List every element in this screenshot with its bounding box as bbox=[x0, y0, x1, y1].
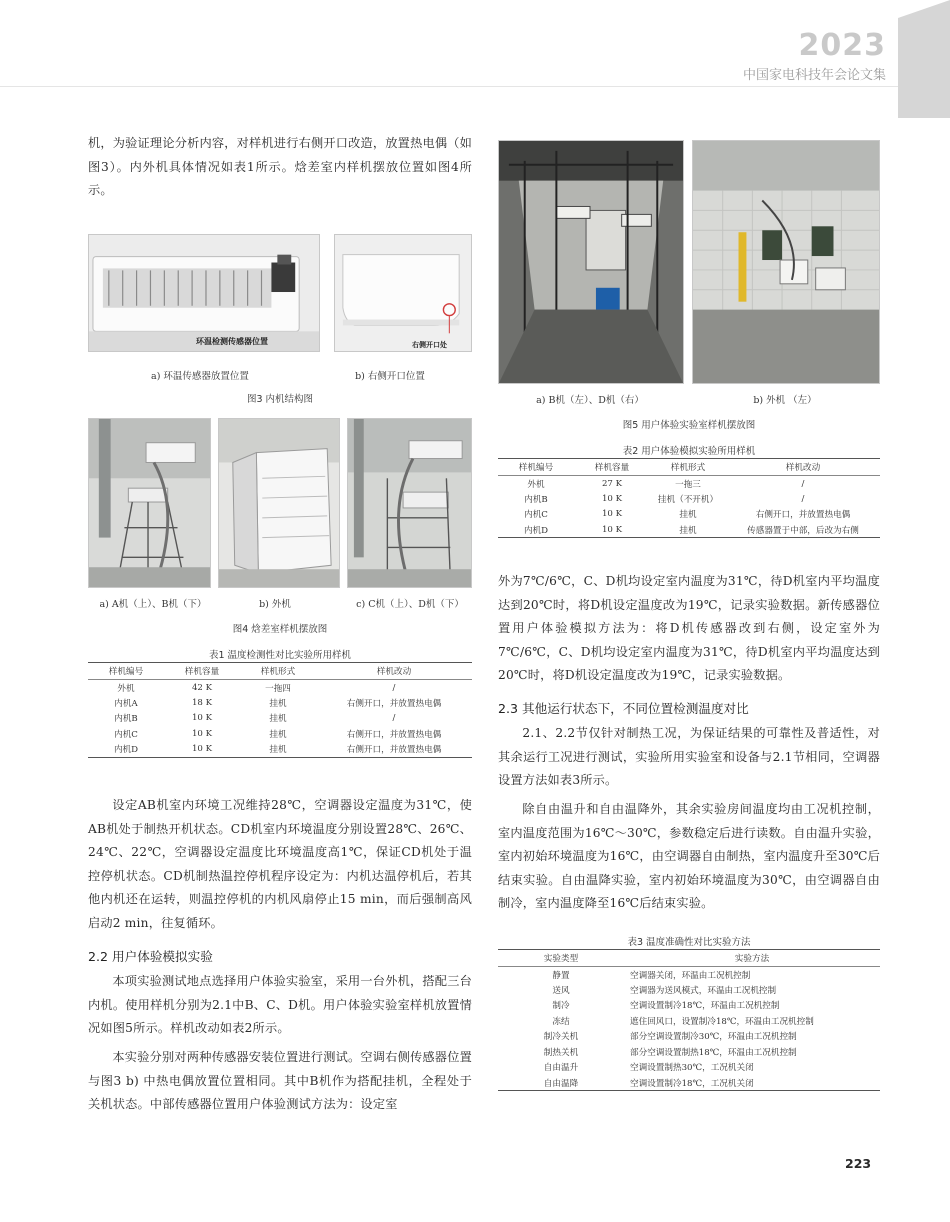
section-2-2-heading: 2.2 用户体验模拟实验 bbox=[88, 949, 213, 964]
left-paragraph-3: 本实验分别对两种传感器安装位置进行测试。空调右侧传感器位置与图3 b) 中热电偶放置位置相同。其中B机作为搭配挂机，全程处于关机状态。中部传感器位置用户体验测试方法为：设定室 bbox=[88, 1050, 472, 1111]
table3 bbox=[498, 949, 880, 1091]
table-row bbox=[498, 1060, 880, 1076]
table1-cell: 内机A bbox=[114, 698, 138, 709]
fig3a-annotation: 环温检测传感器位置 bbox=[196, 337, 268, 346]
table3-cell: 静置 bbox=[552, 970, 570, 981]
table3-cell: 空调器为送风模式，环温由工况机控制 bbox=[630, 985, 777, 996]
table2-cell: 右侧开口，并放置热电偶 bbox=[755, 510, 851, 521]
fig3a-photo bbox=[88, 234, 320, 352]
table1-cell: 10 K bbox=[164, 742, 240, 758]
table1-cell: 10 K bbox=[191, 713, 213, 724]
table3-cell: 遮住回风口，设置制冷18℃，环温由工况机控制 bbox=[630, 1016, 814, 1027]
fig5b-photo bbox=[692, 140, 880, 384]
table1-cell: 挂机 bbox=[269, 698, 287, 709]
table-row bbox=[498, 1029, 880, 1045]
table1-cell: 42 K bbox=[191, 682, 213, 693]
fig3-caption: 图3 内机结构图 bbox=[246, 394, 314, 405]
table1-cell: 内机C bbox=[114, 729, 138, 740]
table-row bbox=[498, 967, 880, 983]
right-paragraph-3: 除自由温升和自由温降外，其余实验房间温度均由工况机控制，室内温度范围为16℃～30℃，参数稳定后进行读数。自由温升实验，室内初始环境温度为16℃，由空调器自由制热，室内温度升至30℃后结束实验。自由温降实验，室内初始环境温度为30℃，由空调器自由制冷，室内温度降至16℃后结束实验。 bbox=[498, 802, 880, 910]
table-row bbox=[498, 998, 880, 1014]
fig5a-subcaption: a) B机（左）、D机（右） bbox=[536, 395, 644, 406]
table2-cell: 内机C bbox=[524, 510, 548, 521]
fig4c-subcaption: c) C机（上）、D机（下） bbox=[356, 599, 464, 610]
table2-header-cell: 样机编号 bbox=[498, 459, 574, 476]
page-corner-fold bbox=[898, 0, 950, 18]
table2-cell: 内机B bbox=[524, 494, 548, 505]
table-row bbox=[88, 680, 472, 696]
table2-cell: 内机D bbox=[498, 522, 574, 538]
table2-cell: 外机 bbox=[527, 479, 545, 490]
table1-cell: 18 K bbox=[191, 697, 213, 708]
table2-header-row bbox=[498, 459, 880, 476]
table3-cell: 制热关机 bbox=[543, 1047, 579, 1058]
fig3b-subcaption: b) 右侧开口位置 bbox=[355, 371, 425, 382]
table2-cell: 27 K bbox=[601, 478, 623, 489]
table1 bbox=[88, 662, 472, 758]
table1-caption: 表1 温度检测性对比实验所用样机 bbox=[208, 650, 352, 661]
header-divider bbox=[0, 86, 898, 87]
left-paragraph-2: 本项实验测试地点选择用户体验实验室，采用一台外机，搭配三台内机。使用样机分别为2.1中B、C、D机。用户体验实验室样机放置情况如图5所示。样机改动如表2所示。 bbox=[88, 974, 472, 1035]
fig3b-annotation: 右侧开口处 bbox=[412, 341, 447, 349]
table1-cell: 挂机 bbox=[269, 714, 287, 725]
table-row bbox=[498, 982, 880, 998]
table1-cell: 挂机 bbox=[269, 729, 287, 740]
table2-header-cell: 样机改动 bbox=[726, 459, 880, 476]
table-row bbox=[498, 1044, 880, 1060]
page-number: 223 bbox=[845, 1156, 872, 1171]
table-row bbox=[498, 507, 880, 523]
right-paragraph-2: 2.1、2.2节仅针对制热工况，为保证结果的可靠性及普适性，对其余运行工况进行测试，实验所用实验室和设备与2.1节相同，空调器设置方法如表3所示。 bbox=[498, 726, 880, 787]
table3-cell: 制冷 bbox=[552, 1001, 570, 1012]
table1-cell: 内机B bbox=[114, 714, 138, 725]
table2-cell: 10 K bbox=[601, 509, 623, 520]
fig4a-subcaption: a) A机（上）、B机（下） bbox=[99, 599, 207, 610]
table2-cell: / bbox=[801, 493, 805, 504]
right-paragraph-1: 外为7℃/6℃，C、D机均设定室内温度为31℃，待D机室内平均温度达到20℃时，将D机设定温度改为19℃，记录实验数据。新传感器位置用户体验模拟方法为：将D机传感器改到右侧，设定室外为7℃/6℃，C、D机均设定室内温度为31℃，待D机室内平均温度达到20℃时，将D机设定温度改为19℃，记录实验数据。 bbox=[498, 574, 880, 682]
fig3b-photo bbox=[334, 234, 472, 352]
table1-header-cell: 样机改动 bbox=[316, 663, 472, 680]
fig5a-photo bbox=[498, 140, 684, 384]
table2-cell: / bbox=[801, 478, 805, 489]
table-row bbox=[88, 742, 472, 758]
table2-cell: 一拖三 bbox=[675, 479, 701, 490]
fig5b-subcaption: b) 外机 （左） bbox=[753, 395, 817, 406]
table3-header-cell: 实验类型 bbox=[498, 950, 624, 967]
header-title: 中国家电科技年会论文集 bbox=[742, 68, 886, 83]
table3-header-cell: 实验方法 bbox=[624, 950, 880, 967]
table2 bbox=[498, 458, 880, 538]
header-year: 2023 bbox=[798, 28, 886, 63]
table1-header-cell: 样机形式 bbox=[240, 663, 316, 680]
section-2-3-heading: 2.3 其他运行状态下，不同位置检测温度对比 bbox=[498, 701, 749, 716]
table3-header-row bbox=[498, 950, 880, 967]
table1-cell: 右侧开口，并放置热电偶 bbox=[346, 729, 442, 740]
table3-cell: 送风 bbox=[552, 985, 570, 996]
left-paragraph-1: 设定AB机室内环境工况维持28℃，空调器设定温度为31℃，使AB机处于制热开机状态。CD机室内环境温度分别设置28℃、26℃、24℃、22℃，空调器设定温度比环境温度高1℃，保证CD机处于温控停机状态。CD机制热温控停机程序设定为：内机达温停机后，若其他内机还在运转，则温控停机的内机风扇停止15 min，而后强制高风启动2 min，往复循环。 bbox=[88, 798, 472, 930]
table1-cell: 一拖四 bbox=[265, 683, 291, 694]
table1-cell: 内机D bbox=[88, 742, 164, 758]
table2-cell: 挂机 bbox=[650, 522, 726, 538]
table3-cell: 部分空调设置制冷30℃，环温由工况机控制 bbox=[630, 1032, 797, 1043]
table-row bbox=[498, 491, 880, 507]
table2-header-cell: 样机形式 bbox=[650, 459, 726, 476]
table-row bbox=[498, 1075, 880, 1091]
table1-cell: 外机 bbox=[117, 683, 135, 694]
table2-cell: 挂机（不开机） bbox=[657, 494, 719, 505]
table3-cell: 自由温降 bbox=[498, 1075, 624, 1091]
table3-cell: 空调设置制热30℃，工况机关闭 bbox=[630, 1063, 754, 1074]
table-row bbox=[498, 1013, 880, 1029]
fig4c-photo bbox=[347, 418, 472, 588]
table3-cell: 冻结 bbox=[552, 1016, 570, 1027]
table1-cell: 右侧开口，并放置热电偶 bbox=[316, 742, 472, 758]
fig5-caption: 图5 用户体验实验室样机摆放图 bbox=[622, 420, 756, 431]
table3-cell: 部分空调设置制热18℃，环温由工况机控制 bbox=[630, 1047, 797, 1058]
table3-caption: 表3 温度准确性对比实验方法 bbox=[627, 937, 751, 948]
table-row bbox=[88, 695, 472, 711]
table-row bbox=[88, 726, 472, 742]
table2-cell: 10 K bbox=[574, 522, 650, 538]
fig4-caption: 图4 焓差室样机摆放图 bbox=[232, 624, 328, 635]
table2-cell: 挂机 bbox=[679, 510, 697, 521]
table1-cell: / bbox=[392, 682, 396, 693]
fig4a-photo bbox=[88, 418, 211, 588]
table3-cell: 制冷关机 bbox=[543, 1032, 579, 1043]
table-row bbox=[498, 522, 880, 538]
fig4b-subcaption: b) 外机 bbox=[259, 599, 291, 610]
table-row bbox=[88, 711, 472, 727]
table2-header-cell: 样机容量 bbox=[574, 459, 650, 476]
table2-cell: 传感器置于中部，后改为右侧 bbox=[726, 522, 880, 538]
table-row bbox=[498, 476, 880, 492]
table3-cell: 空调器关闭，环温由工况机控制 bbox=[630, 970, 751, 981]
table3-cell: 空调设置制冷18℃，环温由工况机控制 bbox=[630, 1001, 780, 1012]
table3-cell: 自由温升 bbox=[543, 1063, 579, 1074]
table2-caption: 表2 用户体验模拟实验所用样机 bbox=[622, 446, 756, 457]
table1-cell: 挂机 bbox=[240, 742, 316, 758]
table3-cell: 空调设置制冷18℃，工况机关闭 bbox=[624, 1075, 880, 1091]
fig4b-photo bbox=[218, 418, 340, 588]
table2-cell: 10 K bbox=[601, 493, 623, 504]
table1-header-cell: 样机容量 bbox=[164, 663, 240, 680]
table1-cell: 右侧开口，并放置热电偶 bbox=[346, 698, 442, 709]
table1-header-cell: 样机编号 bbox=[88, 663, 164, 680]
table1-header-row bbox=[88, 663, 472, 680]
table1-cell: 10 K bbox=[191, 728, 213, 739]
table1-cell: / bbox=[392, 713, 396, 724]
intro-paragraph: 机，为验证理论分析内容，对样机进行右侧开口改造，放置热电偶（如图3）。内外机具体情况如表1所示。焓差室内样机摆放位置如图4所示。 bbox=[88, 136, 473, 197]
fig3a-subcaption: a) 环温传感器放置位置 bbox=[151, 371, 249, 382]
